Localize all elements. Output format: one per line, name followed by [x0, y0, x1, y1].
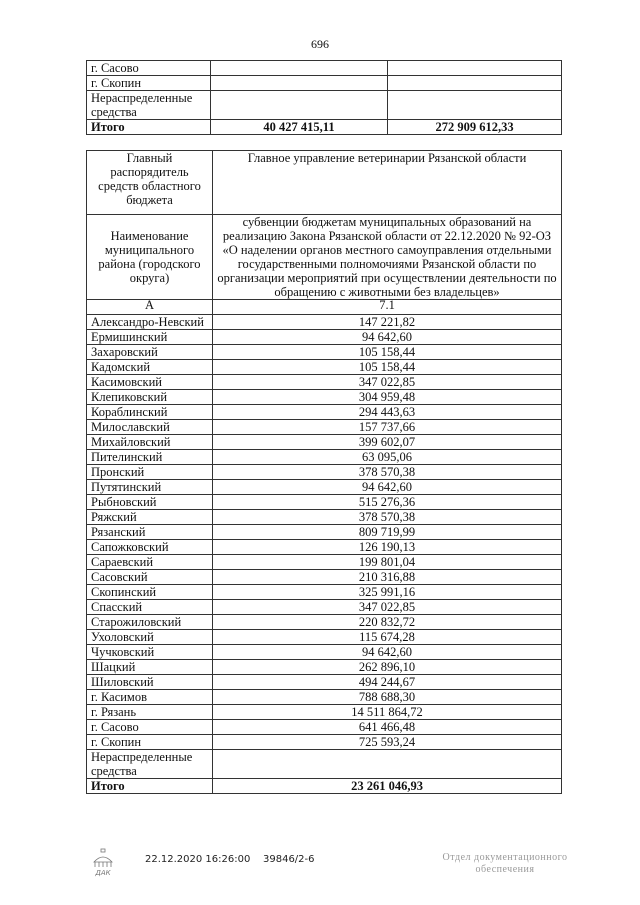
- total-value-2: 272 909 612,33: [388, 120, 562, 135]
- district-value: 378 570,38: [213, 465, 562, 480]
- district-name: Касимовский: [87, 375, 213, 390]
- district-name: Старожиловский: [87, 615, 213, 630]
- table-row: [87, 750, 562, 779]
- district-value: 63 095,06: [213, 450, 562, 465]
- table-row: [87, 540, 562, 555]
- district-name: Захаровский: [87, 345, 213, 360]
- column-a-label: А: [87, 300, 213, 315]
- district-value: 94 642,60: [213, 330, 562, 345]
- district-value: 105 158,44: [213, 345, 562, 360]
- table-row: [87, 405, 562, 420]
- district-value: 94 642,60: [213, 480, 562, 495]
- header-row-distributor: [87, 151, 562, 215]
- table-row: [87, 435, 562, 450]
- row-value-1: [211, 76, 388, 91]
- district-value: 220 832,72: [213, 615, 562, 630]
- row-value-1: [211, 91, 388, 120]
- table-row: [87, 660, 562, 675]
- district-value: 809 719,99: [213, 525, 562, 540]
- district-value: 399 602,07: [213, 435, 562, 450]
- table-row: [87, 615, 562, 630]
- district-name: Ухоловский: [87, 630, 213, 645]
- table-row: [87, 375, 562, 390]
- table-row: [87, 495, 562, 510]
- district-name: г. Касимов: [87, 690, 213, 705]
- header-label: Наименование муниципального района (городского округа): [87, 215, 213, 300]
- district-value: 788 688,30: [213, 690, 562, 705]
- row-value-2: [388, 91, 562, 120]
- table-row: [87, 720, 562, 735]
- subvention-table: [86, 150, 562, 794]
- district-name: Ряжский: [87, 510, 213, 525]
- district-name: Клепиковский: [87, 390, 213, 405]
- table-row: [87, 76, 562, 91]
- row-name: Нераспределенные средства: [87, 91, 211, 120]
- page-number: 696: [311, 37, 329, 51]
- table-row: [87, 630, 562, 645]
- district-value: 14 511 864,72: [213, 705, 562, 720]
- total-label: Итого: [87, 779, 213, 794]
- document-footer: [0, 848, 640, 888]
- district-value: 347 022,85: [213, 600, 562, 615]
- duma-logo-icon: [90, 848, 116, 878]
- district-value: 147 221,82: [213, 315, 562, 330]
- district-value: [213, 750, 562, 779]
- row-value-1: [211, 61, 388, 76]
- district-value: 641 466,48: [213, 720, 562, 735]
- table-row: [87, 360, 562, 375]
- district-value: 725 593,24: [213, 735, 562, 750]
- table-row: [87, 420, 562, 435]
- table-row: [87, 570, 562, 585]
- table-row: [87, 675, 562, 690]
- row-value-2: [388, 61, 562, 76]
- district-name: Михайловский: [87, 435, 213, 450]
- table-row: [87, 525, 562, 540]
- header-label: Главный распорядитель средств областного бюджета: [87, 151, 213, 215]
- table-row: [87, 555, 562, 570]
- district-name: Кадомский: [87, 360, 213, 375]
- district-value: 325 991,16: [213, 585, 562, 600]
- table-row: [87, 735, 562, 750]
- table-row: [87, 330, 562, 345]
- district-name: Рязанский: [87, 525, 213, 540]
- district-value: 105 158,44: [213, 360, 562, 375]
- district-name: Шиловский: [87, 675, 213, 690]
- table-row: [87, 390, 562, 405]
- district-name: г. Сасово: [87, 720, 213, 735]
- district-value: 262 896,10: [213, 660, 562, 675]
- district-value: 210 316,88: [213, 570, 562, 585]
- district-name: г. Скопин: [87, 735, 213, 750]
- district-value: 304 959,48: [213, 390, 562, 405]
- table-row: [87, 705, 562, 720]
- district-value: 378 570,38: [213, 510, 562, 525]
- district-value: 157 737,66: [213, 420, 562, 435]
- table-row: [87, 465, 562, 480]
- table-row: [87, 61, 562, 76]
- header-value: субвенции бюджетам муниципальных образований на реализацию Закона Рязанской области от 22.12.2020 № 92-ОЗ «О наделении органов местного самоуправления отдельными государственными полномочиями Рязанской области по организации мероприятий при осуществлении деятельности по обращению с животными без владельцев»: [213, 215, 562, 300]
- district-name: Сараевский: [87, 555, 213, 570]
- district-name: Нераспределенные средства: [87, 750, 213, 779]
- district-name: Пронский: [87, 465, 213, 480]
- table-row: [87, 315, 562, 330]
- total-row: [87, 779, 562, 794]
- district-name: Чучковский: [87, 645, 213, 660]
- district-name: Сасовский: [87, 570, 213, 585]
- district-value: 494 244,67: [213, 675, 562, 690]
- previous-table-continuation: [86, 60, 562, 135]
- column-b-label: 7.1: [213, 300, 562, 315]
- stamp-date: 22.12.2020 16:26:00: [145, 854, 251, 865]
- table-row: [87, 645, 562, 660]
- district-name: Спасский: [87, 600, 213, 615]
- table-row: [87, 510, 562, 525]
- total-value-1: 40 427 415,11: [211, 120, 388, 135]
- total-label: Итого: [87, 120, 211, 135]
- table-row: [87, 600, 562, 615]
- district-value: 115 674,28: [213, 630, 562, 645]
- district-name: Скопинский: [87, 585, 213, 600]
- column-index-row: [87, 300, 562, 315]
- table-row: [87, 690, 562, 705]
- stamp-doc-number: 39846/2-6: [263, 854, 315, 865]
- header-row-name: [87, 215, 562, 300]
- logo-text: ДАК: [95, 869, 111, 877]
- district-value: 94 642,60: [213, 645, 562, 660]
- department-stamp: Отдел документационного обеспечения: [442, 852, 568, 875]
- district-value: 126 190,13: [213, 540, 562, 555]
- district-name: Рыбновский: [87, 495, 213, 510]
- district-name: Кораблинский: [87, 405, 213, 420]
- district-name: Шацкий: [87, 660, 213, 675]
- district-name: г. Рязань: [87, 705, 213, 720]
- row-name: г. Сасово: [87, 61, 211, 76]
- district-name: Ермишинский: [87, 330, 213, 345]
- header-value: Главное управление ветеринарии Рязанской области: [213, 151, 562, 215]
- row-name: г. Скопин: [87, 76, 211, 91]
- district-value: 294 443,63: [213, 405, 562, 420]
- table-row: [87, 480, 562, 495]
- total-value: 23 261 046,93: [213, 779, 562, 794]
- district-name: Пителинский: [87, 450, 213, 465]
- row-value-2: [388, 76, 562, 91]
- table-row: [87, 345, 562, 360]
- district-value: 199 801,04: [213, 555, 562, 570]
- district-value: 347 022,85: [213, 375, 562, 390]
- table-row: [87, 91, 562, 120]
- district-name: Сапожковский: [87, 540, 213, 555]
- district-name: Милославский: [87, 420, 213, 435]
- district-value: 515 276,36: [213, 495, 562, 510]
- district-name: Александро-Невский: [87, 315, 213, 330]
- district-name: Путятинский: [87, 480, 213, 495]
- table-row: [87, 450, 562, 465]
- table-row: [87, 585, 562, 600]
- total-row: [87, 120, 562, 135]
